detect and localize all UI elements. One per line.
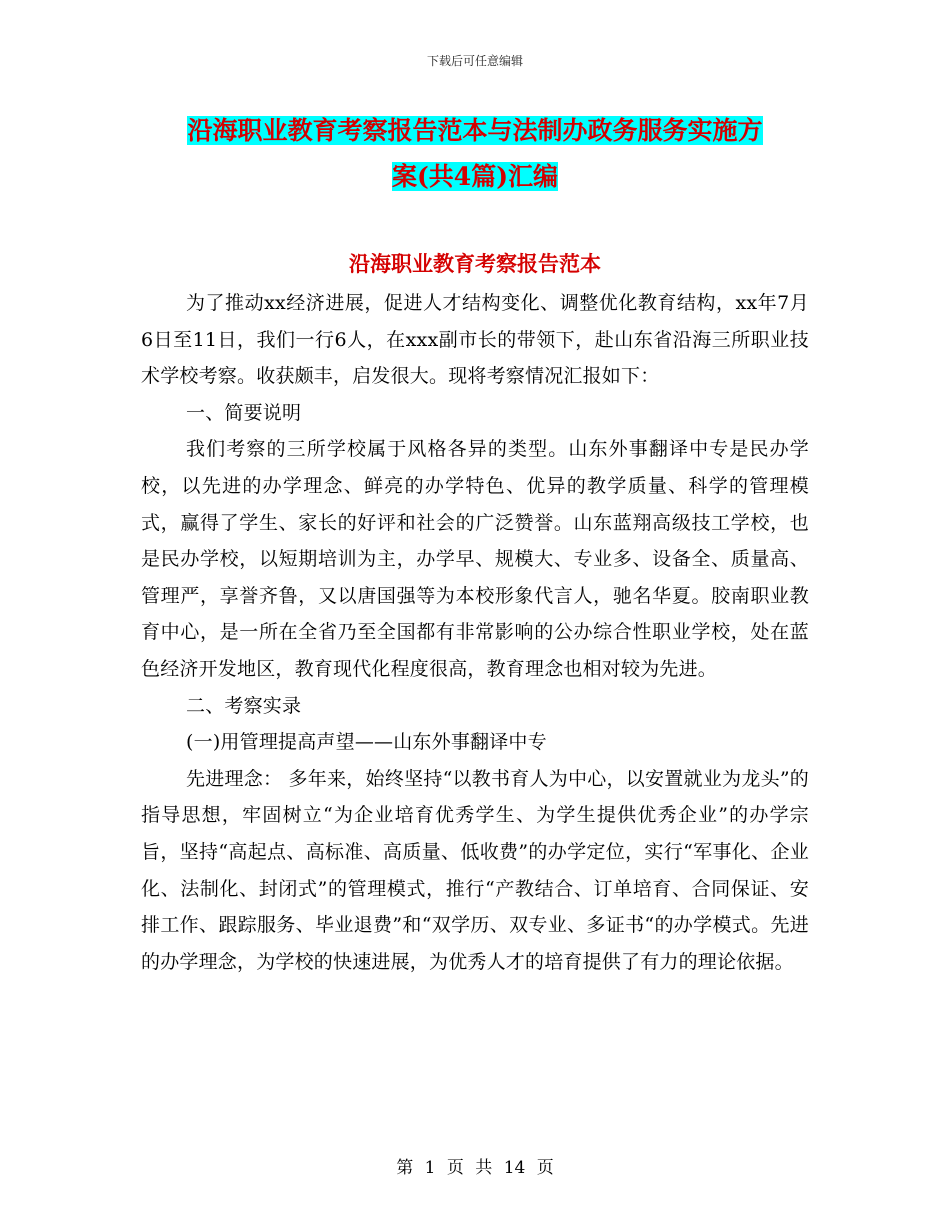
paragraph-philosophy: 先进理念： 多年来，始终坚持“以教书育人为中心，以安置就业为龙头”的指导思想，牢固树立“为企业培育优秀学生、为学生提供优秀企业”的办学宗旨，坚持“高起点、高标准、高质量、低收费”的办学定位，实行“军事化、企业化、法制化、封闭式”的管理模式，推行“产教结合、订单培育、合同保证、安排工作、跟踪服务、毕业退费”和“双学历、双专业、多证书“的办学模式。先进的办学理念，为学校的快速进展，为优秀人才的培育提供了有力的理论依据。: [141, 767, 809, 973]
page-footer: 第 1 页 共 14 页: [396, 1158, 554, 1178]
paragraph-overview: 我们考察的三所学校属于风格各异的类型。山东外事翻译中专是民办学校，以先进的办学理念、鲜亮的办学特色、优异的教学质量、科学的管理模式，赢得了学生、家长的好评和社会的广泛赞誉。山东蓝翔高级技工学校，也是民办学校，以短期培训为主，办学早、规模大、专业多、设备全、质量高、管理严，享誉齐鲁，又以唐国强等为本校形象代言人，驰名华夏。胶南职业教育中心，是一所在全省乃至全国都有非常影响的公办综合性职业学校，处在蓝色经济开发地区，教育现代化程度很高，教育理念也相对较为先进。: [141, 438, 809, 680]
section-title: 沿海职业教育考察报告范本: [349, 251, 601, 276]
document-title: [140, 108, 810, 200]
paragraph-intro: 为了推动xx经济进展，促进人才结构变化、调整优化教育结构，xx年7月6日至11日，我们一行6人，在xxx副市长的带领下，赴山东省沿海三所职业技术学校考察。收获颇丰，启发很大。现将考察情况汇报如下：: [141, 292, 809, 388]
heading-overview: 一、简要说明: [186, 401, 302, 424]
body-text: [141, 285, 809, 980]
title-line-1: 沿海职业教育考察报告范本与法制办政务服务实施方: [187, 116, 763, 145]
subheading-school-1: (一)用管理提高声望——山东外事翻译中专: [186, 731, 547, 754]
header-note: 下载后可任意编辑: [426, 54, 523, 68]
heading-record: 二、考察实录: [186, 694, 302, 717]
title-line-2: 案(共4篇)汇编: [391, 162, 559, 191]
